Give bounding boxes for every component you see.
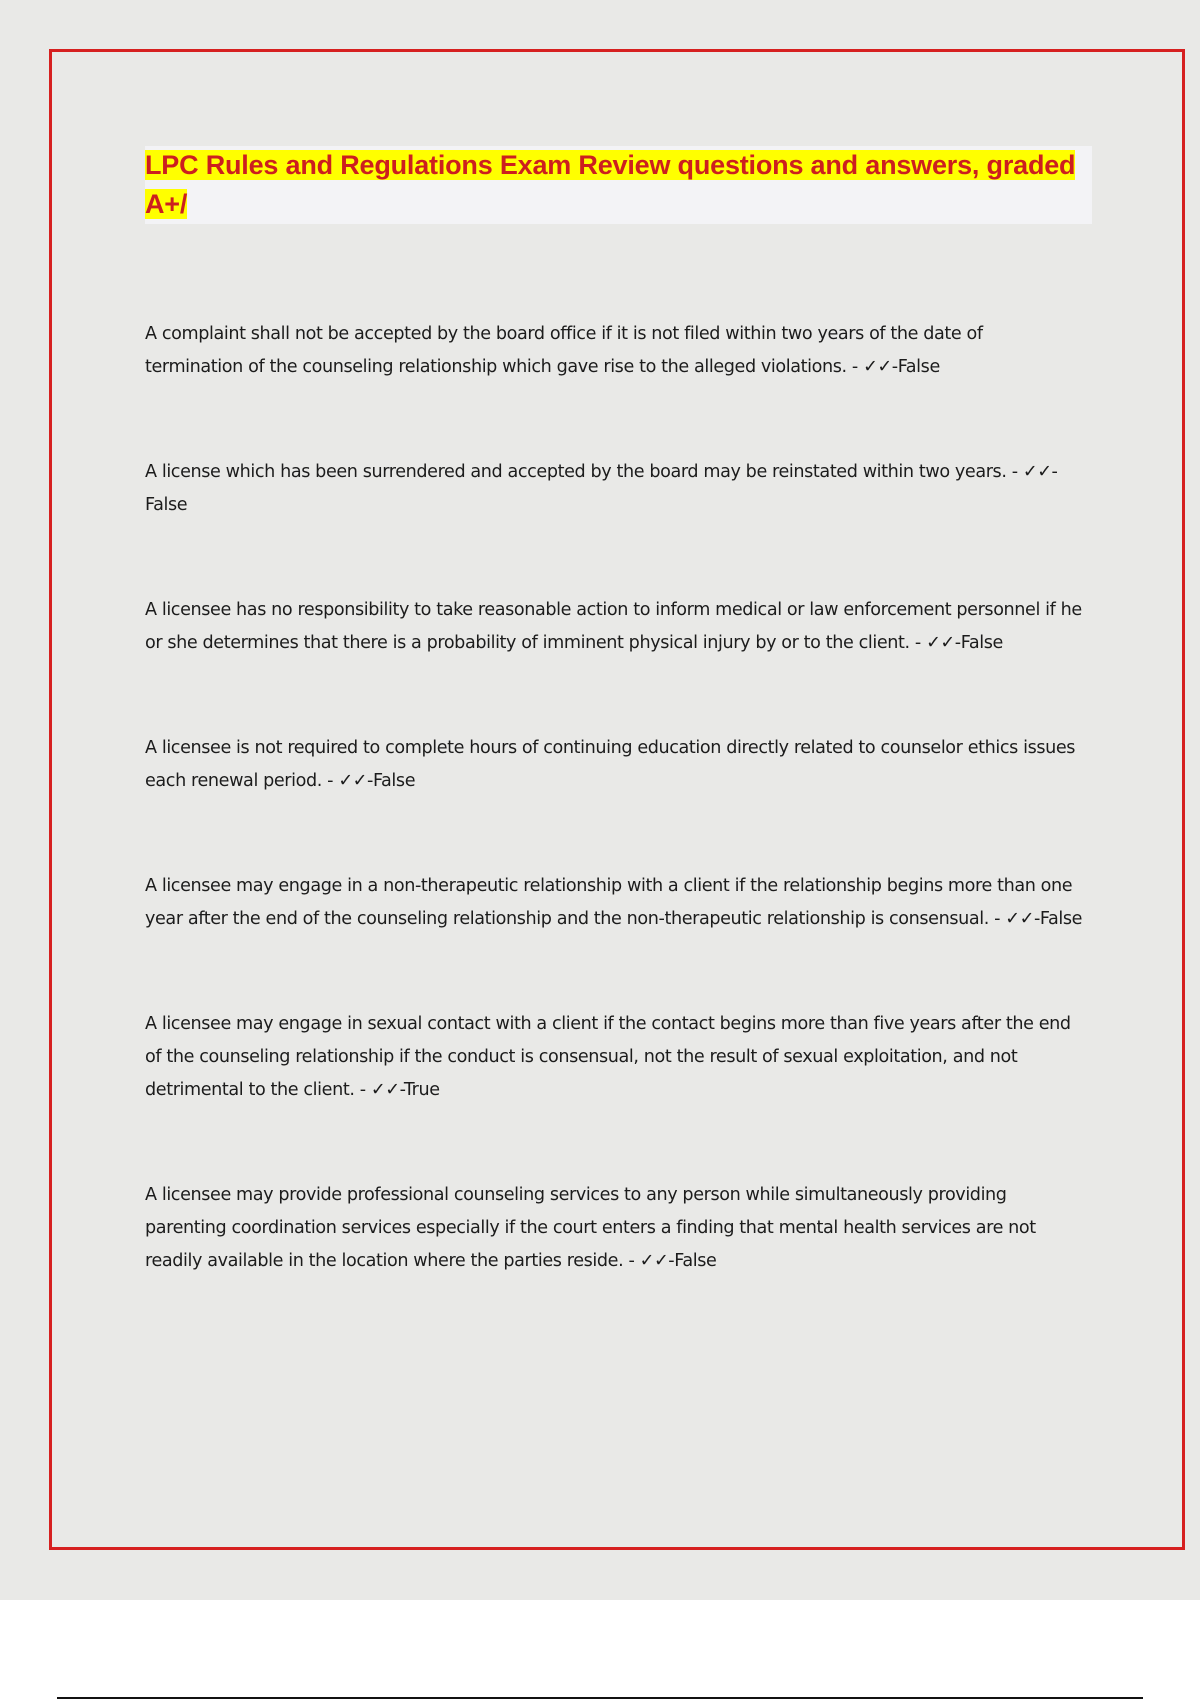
- answer-text: -False: [1033, 909, 1083, 929]
- checkmark-icon: ✓✓: [926, 633, 955, 653]
- checkmark-icon: ✓✓: [338, 771, 367, 791]
- checkmark-icon: ✓✓: [1022, 462, 1052, 482]
- qa-list: [145, 318, 1085, 1278]
- answer-separator: -: [988, 909, 1006, 929]
- question-text: A license which has been surrendered and accepted by the board may be reinstated within two years.: [145, 462, 1007, 482]
- question-text: A complaint shall not be accepted by the board office if it is not filed within two years of the date of termination of the counseling relationship which gave rise to the alleged violations.: [145, 324, 983, 377]
- answer-text: -False: [145, 462, 1058, 515]
- answer-separator: -: [846, 357, 864, 377]
- answer-separator: -: [623, 1251, 640, 1271]
- answer-text: -False: [668, 1251, 717, 1271]
- checkmark-icon: ✓✓: [639, 1251, 669, 1271]
- question-text: A licensee may engage in sexual contact with a client if the contact begins more than five years after the end of the counseling relationship if the conduct is consensual, not the result of sexual exploitation, and not detrimental to the client.: [145, 1014, 1071, 1100]
- qa-item: [145, 456, 1085, 522]
- answer-text: -False: [891, 357, 940, 377]
- checkmark-icon: ✓✓: [863, 357, 892, 377]
- question-text: A licensee may provide professional counseling services to any person while simultaneously providing parenting coordination services especially if the court enters a finding that mental health services are not readily available in the location where the parties reside.: [145, 1185, 1036, 1271]
- qa-item: [145, 732, 1085, 798]
- answer-separator: -: [354, 1080, 371, 1100]
- title-highlight: LPC Rules and Regulations Exam Review questions and answers, graded A+/: [145, 150, 1076, 219]
- answer-text: -False: [954, 633, 1003, 653]
- answer-separator: -: [1006, 462, 1023, 482]
- qa-item: [145, 1179, 1085, 1278]
- footer-rule: [57, 1697, 1143, 1699]
- question-text: A licensee may engage in a non-therapeutic relationship with a client if the relationship begins more than one year after the end of the counseling relationship and the non-therapeutic relationship is consensual.: [145, 876, 1073, 929]
- question-text: A licensee has no responsibility to take reasonable action to inform medical or law enforcement personnel if he or she determines that there is a probability of imminent physical injury by or to the client.: [145, 600, 1082, 653]
- document-title: [145, 146, 1092, 224]
- question-text: A licensee is not required to complete hours of continuing education directly related to counselor ethics issues each renewal period.: [145, 738, 1076, 791]
- checkmark-icon: ✓✓: [1005, 909, 1034, 929]
- qa-item: [145, 318, 1085, 384]
- answer-separator: -: [909, 633, 927, 653]
- qa-item: [145, 1008, 1085, 1107]
- answer-text: -False: [367, 771, 416, 791]
- qa-item: [145, 594, 1085, 660]
- qa-item: [145, 870, 1085, 936]
- answer-text: -True: [399, 1080, 440, 1100]
- answer-separator: -: [321, 771, 339, 791]
- checkmark-icon: ✓✓: [370, 1080, 400, 1100]
- title-block: [145, 146, 1092, 224]
